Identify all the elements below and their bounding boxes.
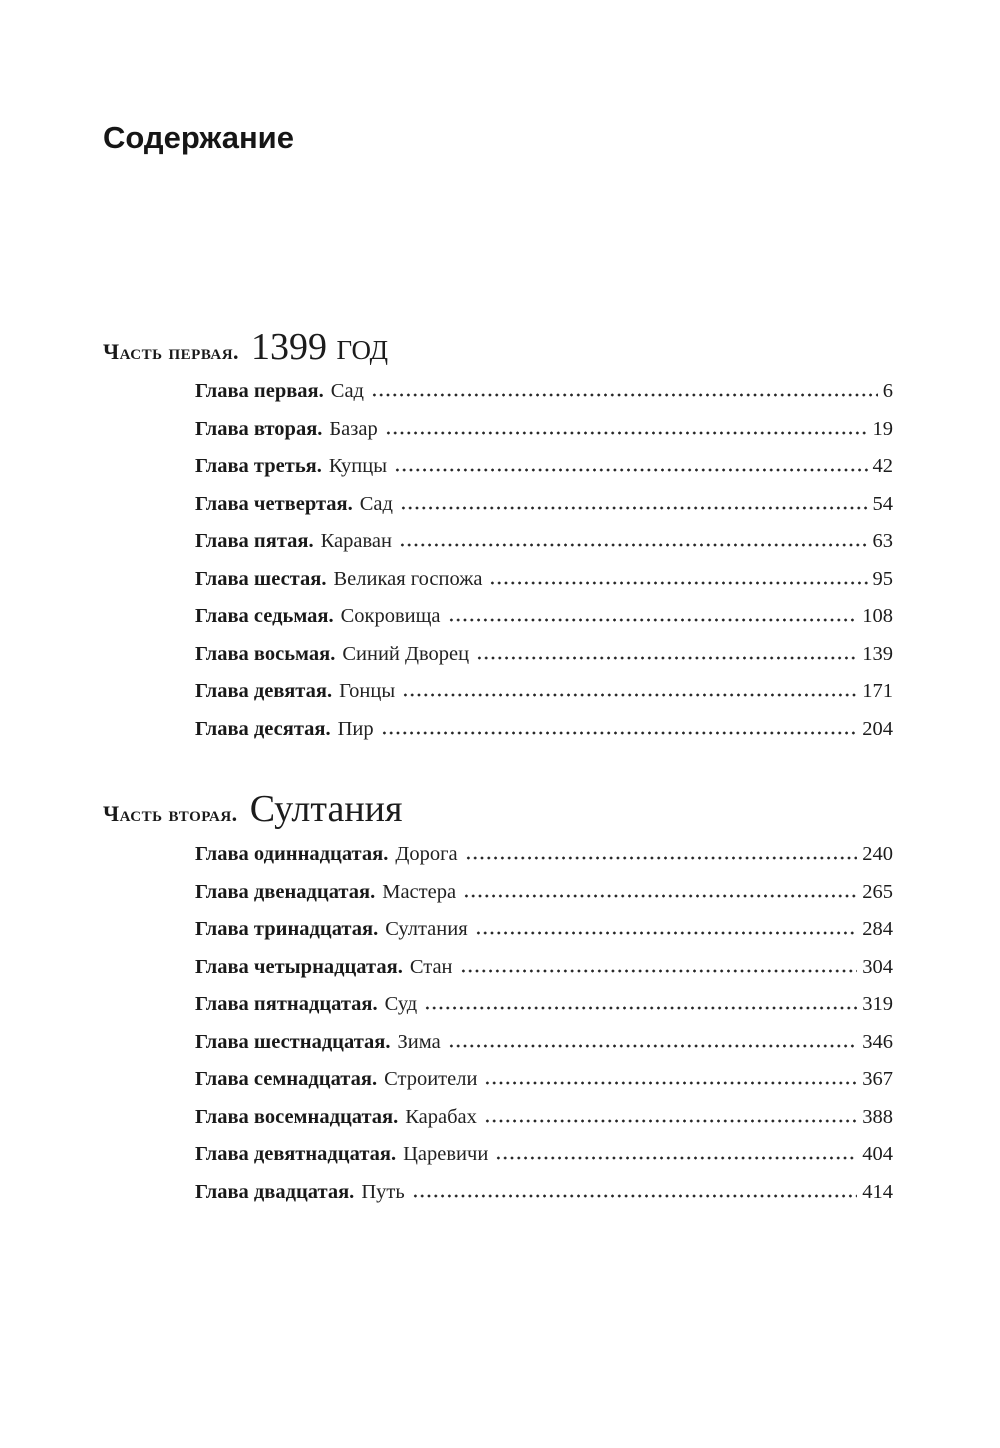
dot-leader bbox=[394, 468, 868, 472]
chapter-title: Сокровища bbox=[340, 605, 441, 628]
toc-part bbox=[103, 788, 893, 1218]
page-number: 388 bbox=[862, 1105, 893, 1128]
toc-entry bbox=[195, 605, 893, 643]
dot-leader bbox=[424, 1006, 857, 1010]
chapter-label: Глава пятая. bbox=[195, 530, 314, 553]
toc-entry bbox=[195, 493, 893, 531]
chapter-title: Купцы bbox=[328, 455, 387, 478]
dot-leader bbox=[475, 931, 858, 935]
dot-leader bbox=[399, 543, 868, 547]
chapter-title: Царевичи bbox=[403, 1143, 489, 1166]
page-number: 414 bbox=[862, 1180, 893, 1203]
page-number: 284 bbox=[862, 918, 893, 941]
dot-leader bbox=[385, 431, 868, 435]
chapter-title: Карабах bbox=[405, 1105, 477, 1128]
chapter-label: Глава десятая. bbox=[195, 717, 331, 740]
chapter-label: Глава третья. bbox=[195, 455, 322, 478]
toc-entry bbox=[195, 993, 893, 1031]
chapter-title: Сад bbox=[359, 492, 393, 515]
dot-leader bbox=[400, 506, 868, 510]
toc-entry bbox=[195, 1106, 893, 1144]
page-number: 42 bbox=[872, 455, 893, 478]
page-number: 6 bbox=[882, 380, 893, 403]
dot-leader bbox=[381, 731, 858, 735]
chapter-label: Глава двенадцатая. bbox=[195, 880, 376, 903]
part-heading bbox=[103, 326, 893, 370]
chapter-title: Строители bbox=[384, 1068, 478, 1091]
chapter-title: Дорога bbox=[395, 843, 458, 866]
dot-leader bbox=[460, 969, 858, 973]
chapter-title: Суд bbox=[384, 993, 418, 1016]
chapter-label: Глава восемнадцатая. bbox=[195, 1105, 399, 1128]
toc-entry bbox=[195, 680, 893, 718]
part-heading bbox=[103, 788, 893, 832]
page-number: 319 bbox=[862, 993, 893, 1016]
part-title: 1399 год bbox=[251, 325, 389, 368]
dot-leader bbox=[476, 656, 857, 660]
page-number: 346 bbox=[862, 1030, 893, 1053]
chapter-label: Глава седьмая. bbox=[195, 605, 334, 628]
chapter-label: Глава семнадцатая. bbox=[195, 1068, 378, 1091]
part-title: Султания bbox=[249, 788, 403, 831]
chapter-title: Мастера bbox=[382, 880, 457, 903]
toc-entry bbox=[195, 530, 893, 568]
chapter-title: Пир bbox=[337, 717, 374, 740]
dot-leader bbox=[489, 581, 867, 585]
chapter-title: Гонцы bbox=[339, 680, 396, 703]
chapter-title: Базар bbox=[329, 417, 378, 440]
page-title: Содержание bbox=[103, 120, 294, 155]
chapter-label: Глава шестая. bbox=[195, 567, 327, 590]
page-number: 240 bbox=[862, 843, 893, 866]
toc-entry bbox=[195, 1181, 893, 1219]
chapter-label: Глава вторая. bbox=[195, 417, 323, 440]
page-number: 19 bbox=[872, 417, 893, 440]
toc-entry bbox=[195, 881, 893, 919]
dot-leader bbox=[484, 1081, 857, 1085]
toc-entry bbox=[195, 918, 893, 956]
chapter-label: Глава пятнадцатая. bbox=[195, 993, 378, 1016]
toc-entry bbox=[195, 455, 893, 493]
chapter-title: Путь bbox=[361, 1180, 405, 1203]
page-number: 404 bbox=[862, 1143, 893, 1166]
toc bbox=[0, 326, 1000, 1218]
toc-entry bbox=[195, 418, 893, 456]
part-label: Часть первая. bbox=[103, 338, 240, 364]
chapter-label: Глава одиннадцатая. bbox=[195, 843, 389, 866]
dot-leader bbox=[402, 693, 857, 697]
chapter-title: Стан bbox=[409, 955, 453, 978]
toc-entry bbox=[195, 568, 893, 606]
chapter-label: Глава шестнадцатая. bbox=[195, 1030, 391, 1053]
part-label: Часть вторая. bbox=[103, 801, 238, 827]
page-number: 367 bbox=[862, 1068, 893, 1091]
toc-entry bbox=[195, 1068, 893, 1106]
chapter-title: Великая госпожа bbox=[333, 567, 483, 590]
toc-entry bbox=[195, 718, 893, 756]
chapter-label: Глава девятая. bbox=[195, 680, 333, 703]
chapter-list bbox=[195, 380, 893, 755]
page-number: 54 bbox=[872, 492, 893, 515]
dot-leader bbox=[484, 1119, 857, 1123]
chapter-label: Глава четырнадцатая. bbox=[195, 955, 403, 978]
toc-entry bbox=[195, 1143, 893, 1181]
page-number: 63 bbox=[872, 530, 893, 553]
chapter-title: Зима bbox=[397, 1030, 441, 1053]
page-number: 95 bbox=[872, 567, 893, 590]
toc-entry bbox=[195, 843, 893, 881]
page-number: 304 bbox=[862, 955, 893, 978]
dot-leader bbox=[465, 856, 858, 860]
chapter-title: Синий Дворец bbox=[342, 642, 470, 665]
chapter-title: Караван bbox=[320, 530, 392, 553]
chapter-title: Султания bbox=[385, 918, 468, 941]
dot-leader bbox=[463, 894, 857, 898]
page-number: 108 bbox=[862, 605, 893, 628]
dot-leader bbox=[495, 1156, 857, 1160]
chapter-label: Глава восьмая. bbox=[195, 642, 336, 665]
toc-entry bbox=[195, 1031, 893, 1069]
dot-leader bbox=[448, 1044, 858, 1048]
page-number: 265 bbox=[862, 880, 893, 903]
toc-entry bbox=[195, 380, 893, 418]
dot-leader bbox=[448, 618, 858, 622]
toc-part bbox=[103, 326, 893, 756]
chapter-label: Глава девятнадцатая. bbox=[195, 1143, 397, 1166]
page-number: 204 bbox=[862, 717, 893, 740]
page-number: 171 bbox=[862, 680, 893, 703]
toc-entry bbox=[195, 643, 893, 681]
dot-leader bbox=[412, 1194, 858, 1198]
chapter-title: Сад bbox=[330, 380, 364, 403]
chapter-label: Глава первая. bbox=[195, 380, 324, 403]
chapter-list bbox=[195, 843, 893, 1218]
chapter-label: Глава двадцатая. bbox=[195, 1180, 355, 1203]
chapter-label: Глава тринадцатая. bbox=[195, 918, 379, 941]
toc-entry bbox=[195, 956, 893, 994]
page-number: 139 bbox=[862, 642, 893, 665]
chapter-label: Глава четвертая. bbox=[195, 492, 353, 515]
dot-leader bbox=[371, 393, 878, 397]
